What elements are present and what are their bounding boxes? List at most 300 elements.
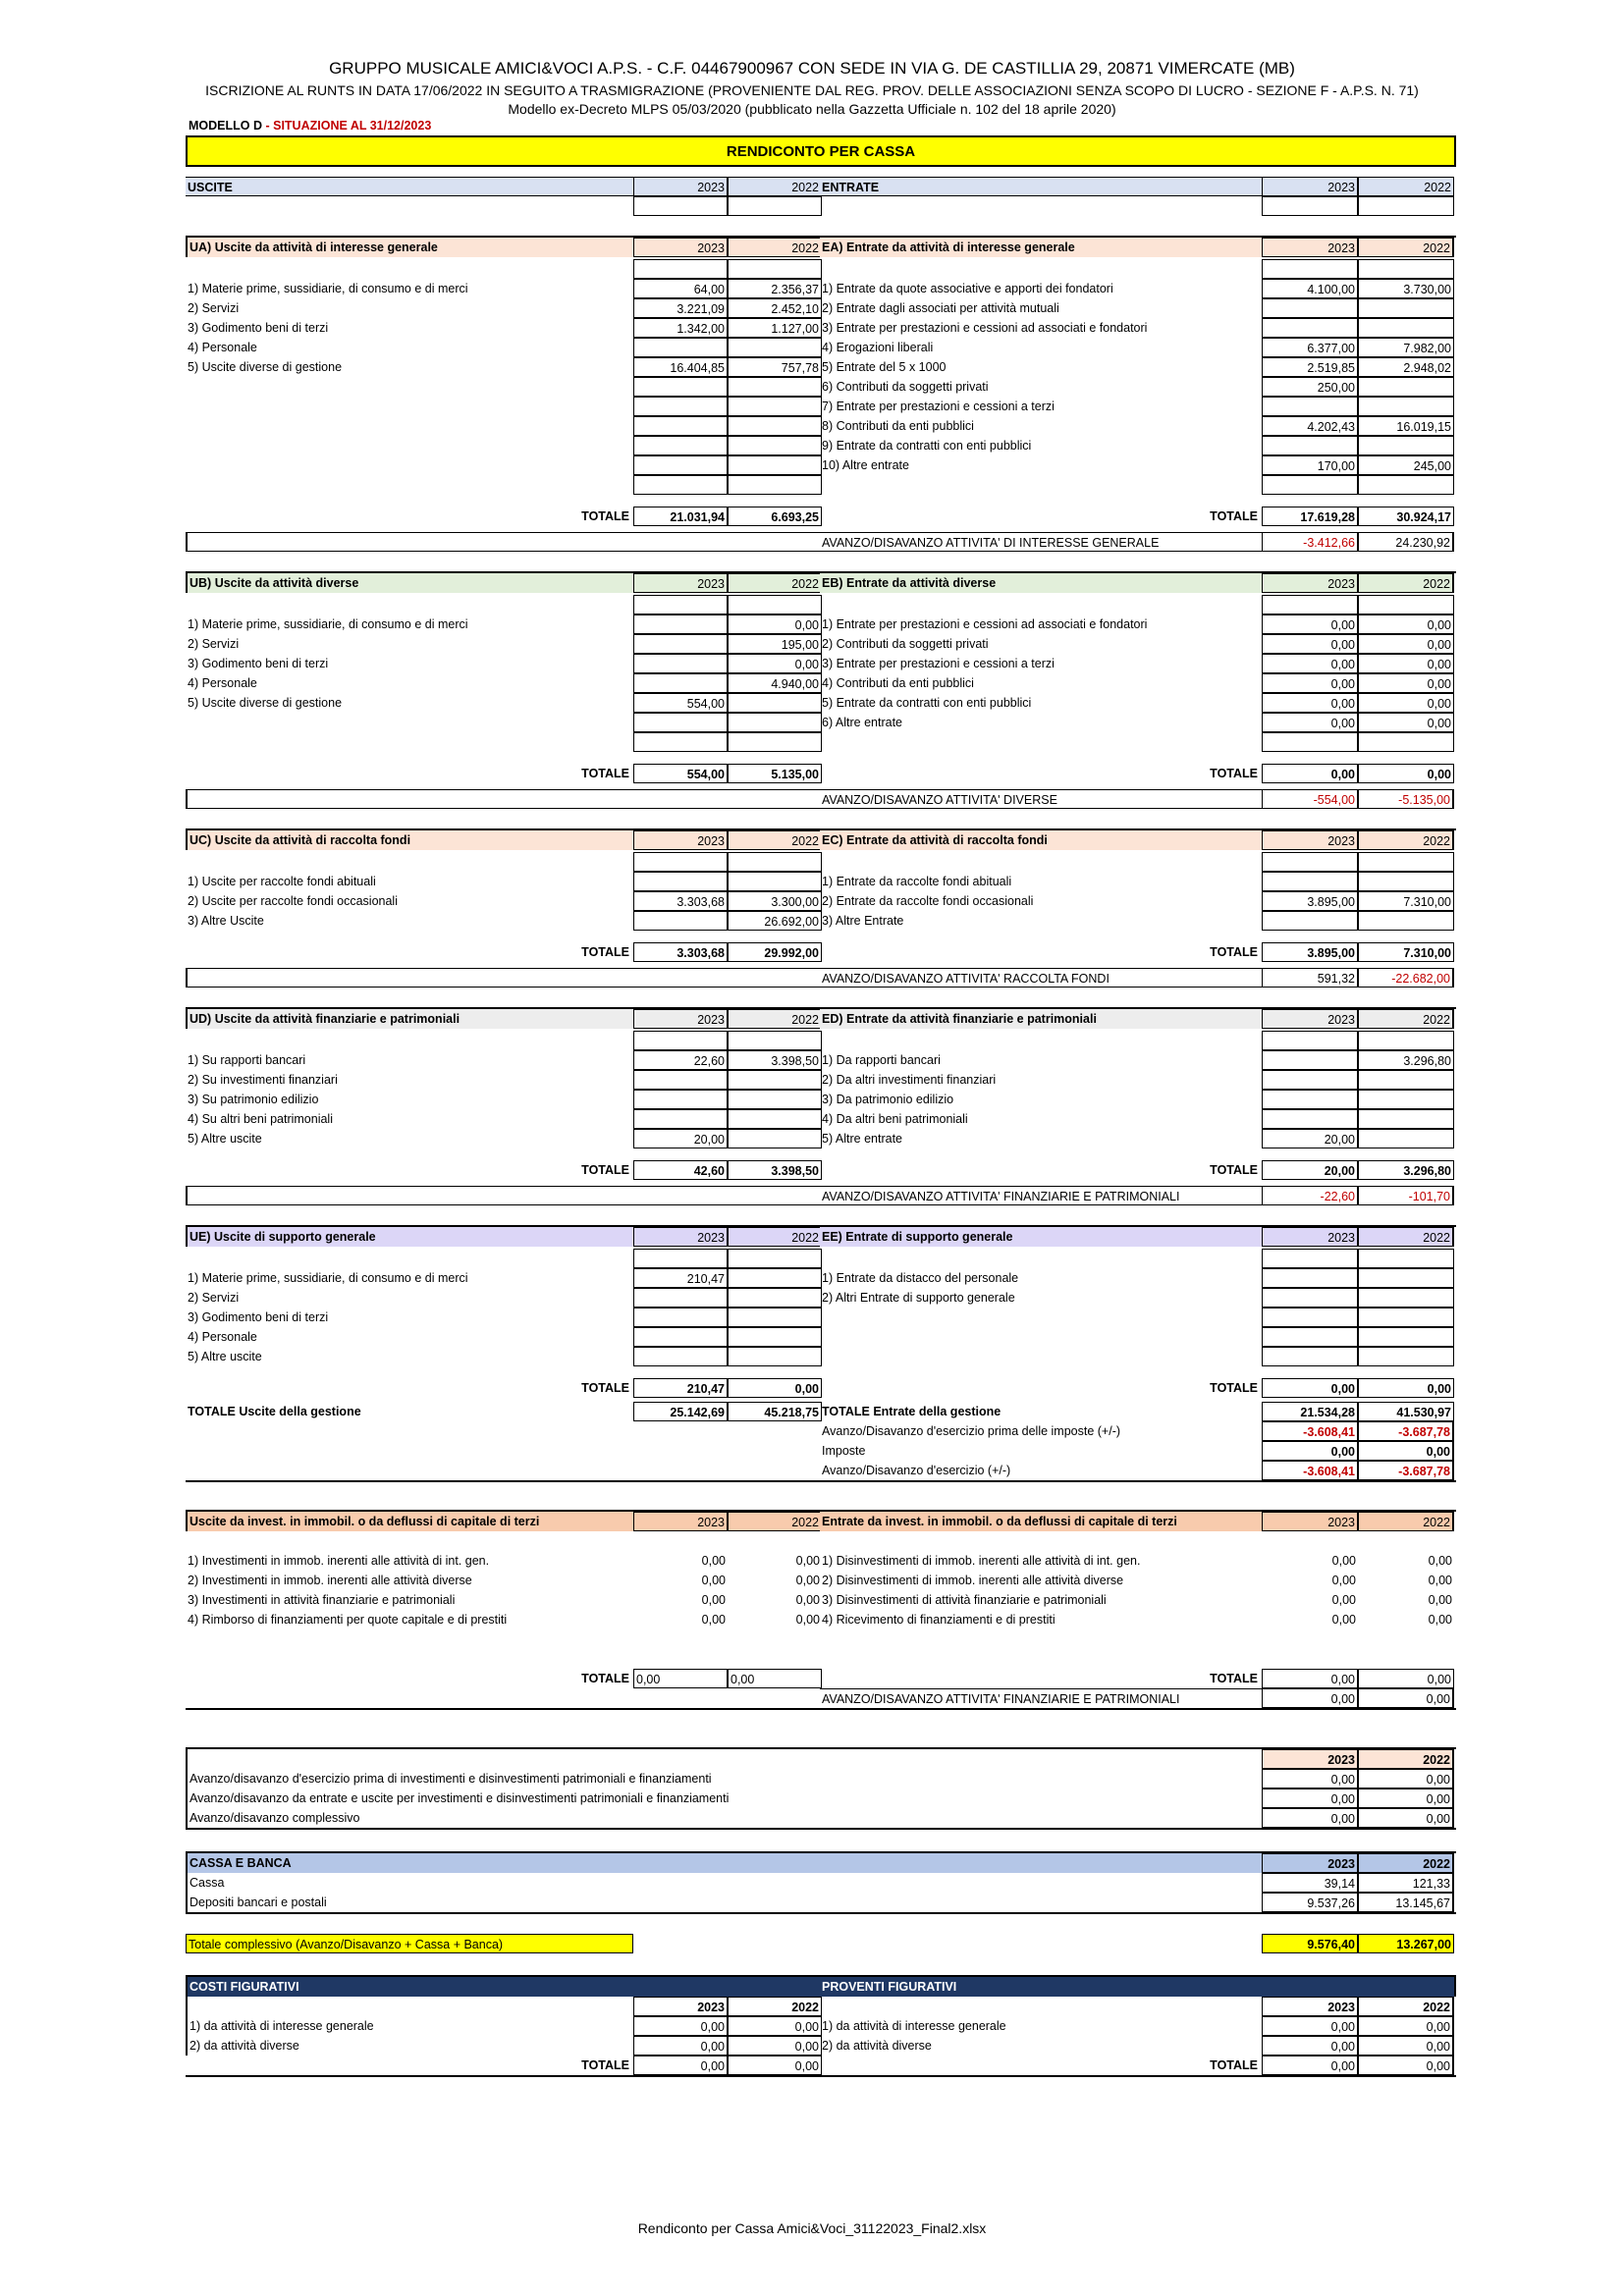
value-box <box>1358 852 1454 872</box>
out-value-2023 <box>633 654 728 673</box>
year-header: 2023 <box>633 830 728 850</box>
balance-2023: -22,60 <box>1262 1186 1358 1205</box>
out-value-2023: 22,60 <box>633 1050 728 1070</box>
in-value-2022: 245,00 <box>1358 455 1454 475</box>
in-value-2022: 2.948,02 <box>1358 357 1454 377</box>
total-label: TOTALE <box>1210 509 1258 523</box>
out-total-2022: 0,00 <box>728 1669 822 1688</box>
in-item-label: 3) Da patrimonio edilizio <box>822 1093 954 1106</box>
in-item-label: 10) Altre entrate <box>822 458 909 472</box>
out-item-label <box>186 436 633 455</box>
out-item-label: 3) Altre Uscite <box>188 914 264 928</box>
year-header: 2022 <box>1358 177 1454 196</box>
in-value-2023 <box>1262 1090 1358 1109</box>
year-header: 2022 <box>1358 1853 1454 1873</box>
balance-label: AVANZO/DISAVANZO ATTIVITA' FINANZIARIE E PATRIMONIALI <box>820 1688 1262 1708</box>
out-value-2022 <box>728 338 822 357</box>
out-value-2023 <box>633 614 728 634</box>
in-item-label: 2) Entrate dagli associati per attività mutuali <box>822 301 1059 315</box>
in-value-2023 <box>1262 475 1358 495</box>
out-value-2022: 0,00 <box>795 1593 820 1607</box>
section-in-header: EA) Entrate da attività di interesse generale <box>820 238 1262 257</box>
in-item-label: 1) Entrate per prestazioni e cessioni ad associati e fondatori <box>822 617 1148 631</box>
in-item-label: 3) Entrate per prestazioni e cessioni ad associati e fondatori <box>822 321 1148 335</box>
year-header: 2023 <box>633 1009 728 1029</box>
out-value-2023: 20,00 <box>633 1129 728 1148</box>
out-value-2022 <box>728 1327 822 1347</box>
out-value-2023 <box>633 713 728 732</box>
cassa-banca-header: CASSA E BANCA <box>186 1853 1262 1873</box>
out-value-2023 <box>633 911 728 931</box>
total-label: TOTALE <box>1210 2058 1258 2072</box>
out-value-2023: 3.303,68 <box>633 891 728 911</box>
year-header: 2023 <box>1262 830 1358 850</box>
gestione-line-label: Imposte <box>822 1444 866 1458</box>
in-value-2023: 0,00 <box>1262 654 1358 673</box>
out-total-2023: 554,00 <box>633 764 728 783</box>
total-label: TOTALE <box>1210 767 1258 780</box>
out-item-label <box>186 713 633 732</box>
out-value-2023: 554,00 <box>633 693 728 713</box>
total-label: TOTALE <box>1210 1672 1258 1685</box>
out-value-2022 <box>728 1090 822 1109</box>
costi-2022: 0,00 <box>728 2036 822 2056</box>
in-value-2022 <box>1358 1268 1454 1288</box>
model-name: MODELLO D <box>189 119 262 133</box>
in-value-2022: 0,00 <box>1358 713 1454 732</box>
blank <box>186 532 633 552</box>
out-value-2022 <box>728 475 822 495</box>
cassa-2023: 39,14 <box>1262 1873 1358 1893</box>
in-value-2023 <box>1262 1050 1358 1070</box>
in-value-2023: 170,00 <box>1262 455 1358 475</box>
out-value-2023 <box>633 1327 728 1347</box>
out-value-2022: 0,00 <box>728 614 822 634</box>
in-value-2022: 0,00 <box>1358 634 1454 654</box>
in-value-2023 <box>1262 732 1358 752</box>
value-box <box>633 196 728 216</box>
out-item-label: 1) Materie prime, sussidiarie, di consumo e di merci <box>188 1271 468 1285</box>
year-header: 2022 <box>728 573 822 593</box>
total-label: TOTALE <box>581 767 629 780</box>
in-value-2023 <box>1262 1308 1358 1327</box>
gestione-line-label: Avanzo/Disavanzo d'esercizio (+/-) <box>822 1464 1011 1477</box>
year-header: 2022 <box>1358 573 1454 593</box>
out-value-2022 <box>728 436 822 455</box>
in-value-2022: 0,00 <box>1428 1574 1452 1587</box>
out-item-label: 4) Personale <box>188 1330 257 1344</box>
out-value-2023 <box>633 872 728 891</box>
blank <box>186 1749 1262 1769</box>
out-value-2022 <box>728 1308 822 1327</box>
out-total-2022: 5.135,00 <box>728 764 822 783</box>
year-header: 2022 <box>1358 1749 1454 1769</box>
in-item-label: 9) Entrate da contratti con enti pubblici <box>822 439 1032 453</box>
gestione-line-2023: -3.608,41 <box>1262 1421 1358 1441</box>
out-item-label: 4) Personale <box>188 676 257 690</box>
in-total-2022: 7.310,00 <box>1358 942 1454 962</box>
out-value-2022: 3.398,50 <box>728 1050 822 1070</box>
costi-2023: 0,00 <box>633 2036 728 2056</box>
gestione-line-2023: -3.608,41 <box>1262 1461 1358 1480</box>
out-value-2022: 195,00 <box>728 634 822 654</box>
total-uscite-gestione-label: TOTALE Uscite della gestione <box>188 1405 361 1418</box>
section-in-header: EB) Entrate da attività diverse <box>820 573 1262 593</box>
out-item-label: 1) Investimenti in immob. inerenti alle attività di int. gen. <box>188 1554 490 1568</box>
balance-2023: -554,00 <box>1262 789 1358 809</box>
out-value-2022 <box>728 1070 822 1090</box>
section-in-header: ED) Entrate da attività finanziarie e patrimoniali <box>820 1009 1262 1029</box>
balance-2022: -5.135,00 <box>1358 789 1454 809</box>
out-value-2023 <box>633 1288 728 1308</box>
cassa-2022: 13.145,67 <box>1358 1893 1454 1912</box>
in-value-2022 <box>1358 1070 1454 1090</box>
in-total-2023: 0,00 <box>1262 1669 1358 1688</box>
total-label: TOTALE <box>581 509 629 523</box>
in-item-label <box>820 732 1262 752</box>
out-item-label <box>186 455 633 475</box>
in-value-2022: 16.019,15 <box>1358 416 1454 436</box>
in-value-2022: 0,00 <box>1358 614 1454 634</box>
runts-registration: ISCRIZIONE AL RUNTS IN DATA 17/06/2022 IN SEGUITO A TRASMIGRAZIONE (PROVENIENTE DAL REG. PROV. DELLE ASSOCIAZIONI SENZA SCOPO DI LUCRO - SEZIONE F - A.P.S. N. 71) <box>205 82 1419 98</box>
value-box <box>1358 1249 1454 1268</box>
out-value-2022 <box>728 1347 822 1366</box>
year-header: 2022 <box>728 177 822 196</box>
out-value-2023 <box>633 397 728 416</box>
grand-total-label: Totale complessivo (Avanzo/Disavanzo + Cassa + Banca) <box>186 1934 633 1953</box>
in-value-2023 <box>1262 298 1358 318</box>
in-value-2022 <box>1358 911 1454 931</box>
in-value-2022 <box>1358 1288 1454 1308</box>
year-header: 2023 <box>1262 1227 1358 1247</box>
year-header: 2023 <box>1262 1009 1358 1029</box>
value-box <box>633 1031 728 1050</box>
out-value-2023 <box>633 1090 728 1109</box>
out-value-2023 <box>633 436 728 455</box>
out-total-2023: 210,47 <box>633 1378 728 1398</box>
in-item-label <box>820 1327 1262 1347</box>
in-value-2023: 0,00 <box>1262 634 1358 654</box>
cassa-label: Depositi bancari e postali <box>186 1893 1262 1912</box>
in-total-2023: 17.619,28 <box>1262 507 1358 526</box>
out-value-2023 <box>633 1070 728 1090</box>
out-total-2022: 3.398,50 <box>728 1160 822 1180</box>
year-header: 2022 <box>1358 1997 1454 2016</box>
proventi-2023: 0,00 <box>1262 2016 1358 2036</box>
in-item-label: 5) Entrate da contratti con enti pubblici <box>822 696 1032 710</box>
out-value-2022: 0,00 <box>728 654 822 673</box>
cassa-label: Cassa <box>186 1873 1262 1893</box>
in-value-2023 <box>1262 1327 1358 1347</box>
proventi-total-2022: 0,00 <box>1358 2056 1454 2075</box>
total-label: TOTALE <box>581 1163 629 1177</box>
gestione-line-label: Avanzo/Disavanzo d'esercizio prima delle imposte (+/-) <box>822 1424 1121 1438</box>
in-item-label: 2) Altri Entrate di supporto generale <box>822 1291 1015 1305</box>
out-value-2022 <box>728 713 822 732</box>
in-item-label <box>820 1308 1262 1327</box>
in-item-label: 3) Entrate per prestazioni e cessioni a terzi <box>822 657 1055 670</box>
out-value-2023 <box>633 1347 728 1366</box>
year-header: 2022 <box>728 830 822 850</box>
in-value-2022: 7.310,00 <box>1358 891 1454 911</box>
summary-2022: 0,00 <box>1358 1789 1454 1808</box>
section-out-header: UC) Uscite da attività di raccolta fondi <box>186 830 633 850</box>
out-item-label: 1) Uscite per raccolte fondi abituali <box>188 875 376 888</box>
blank <box>633 968 820 988</box>
in-value-2023: 0,00 <box>1331 1554 1356 1568</box>
proventi-2022: 0,00 <box>1358 2036 1454 2056</box>
costi-label: 2) da attività diverse <box>186 2036 633 2056</box>
gestione-line-2023: 0,00 <box>1262 1441 1358 1461</box>
year-header: 2023 <box>633 1227 728 1247</box>
blank <box>633 789 820 809</box>
out-item-label: 3) Godimento beni di terzi <box>188 321 329 335</box>
report-title: RENDICONTO PER CASSA <box>186 135 1456 167</box>
in-value-2022 <box>1358 397 1454 416</box>
out-value-2023: 3.221,09 <box>633 298 728 318</box>
summary-label: Avanzo/disavanzo d'esercizio prima di investimenti e disinvestimenti patrimoniali e finanziamenti <box>186 1769 1262 1789</box>
in-value-2022: 7.982,00 <box>1358 338 1454 357</box>
situation-date: - SITUAZIONE AL 31/12/2023 <box>262 119 432 133</box>
out-value-2022 <box>728 693 822 713</box>
gestione-line-2022: -3.687,78 <box>1358 1461 1454 1480</box>
total-label: TOTALE <box>581 1381 629 1395</box>
value-box <box>728 1031 822 1050</box>
value-box <box>1358 259 1454 279</box>
out-value-2022: 4.940,00 <box>728 673 822 693</box>
total-label: TOTALE <box>581 1672 629 1685</box>
entrate-header: ENTRATE <box>820 177 1262 196</box>
in-item-label: 1) Entrate da raccolte fondi abituali <box>822 875 1012 888</box>
year-header: 2022 <box>728 1997 822 2016</box>
in-value-2023: 0,00 <box>1262 673 1358 693</box>
out-item-label: 5) Uscite diverse di gestione <box>188 360 343 374</box>
in-item-label: 1) Da rapporti bancari <box>822 1053 941 1067</box>
in-total-2022: 30.924,17 <box>1358 507 1454 526</box>
out-total-2023: 3.303,68 <box>633 942 728 962</box>
section-out-header: UA) Uscite da attività di interesse generale <box>186 238 633 257</box>
in-item-label: 2) Da altri investimenti finanziari <box>822 1073 997 1087</box>
proventi-label: 1) da attività di interesse generale <box>822 2019 1006 2033</box>
in-value-2023: 0,00 <box>1331 1593 1356 1607</box>
grand-total-2023: 9.576,40 <box>1262 1934 1358 1953</box>
gestione-line-2022: -3.687,78 <box>1358 1421 1454 1441</box>
section-in-header: EC) Entrate da attività di raccolta fondi <box>820 830 1262 850</box>
in-item-label: 1) Entrate da distacco del personale <box>822 1271 1019 1285</box>
out-value-2022: 26.692,00 <box>728 911 822 931</box>
blank <box>186 1997 633 2016</box>
year-header: 2022 <box>728 238 822 257</box>
value-box <box>1262 852 1358 872</box>
in-value-2023: 20,00 <box>1262 1129 1358 1148</box>
total-label: TOTALE <box>1210 945 1258 959</box>
balance-2022: -22.682,00 <box>1358 968 1454 988</box>
out-item-label <box>186 377 633 397</box>
in-value-2022: 0,00 <box>1428 1593 1452 1607</box>
year-header: 2023 <box>1262 177 1358 196</box>
total-uscite-gestione-2022: 45.218,75 <box>728 1402 822 1421</box>
out-item-label: 2) Uscite per raccolte fondi occasionali <box>188 894 398 908</box>
blank <box>186 968 633 988</box>
in-item-label: 6) Contributi da soggetti privati <box>822 380 989 394</box>
balance-label: AVANZO/DISAVANZO ATTIVITA' DIVERSE <box>820 789 1262 809</box>
value-box <box>633 1249 728 1268</box>
gestione-line-2022: 0,00 <box>1358 1441 1454 1461</box>
out-value-2022 <box>728 397 822 416</box>
year-header: 2023 <box>633 573 728 593</box>
out-value-2022: 757,78 <box>728 357 822 377</box>
in-item-label: 5) Altre entrate <box>822 1132 902 1146</box>
out-item-label: 5) Uscite diverse di gestione <box>188 696 343 710</box>
cash-report-sheet <box>186 135 1456 2077</box>
cassa-2022: 121,33 <box>1358 1873 1454 1893</box>
in-value-2022: 3.296,80 <box>1358 1050 1454 1070</box>
cassa-2023: 9.537,26 <box>1262 1893 1358 1912</box>
in-total-2022: 3.296,80 <box>1358 1160 1454 1180</box>
in-value-2022 <box>1358 872 1454 891</box>
year-header: 2023 <box>1262 1512 1358 1531</box>
balance-2023: -3.412,66 <box>1262 532 1358 552</box>
out-item-label: 1) Materie prime, sussidiarie, di consumo e di merci <box>188 617 468 631</box>
total-label: TOTALE <box>1210 1381 1258 1395</box>
out-item-label <box>186 475 633 495</box>
balance-2023: 0,00 <box>1262 1688 1358 1708</box>
model-label <box>189 119 431 133</box>
in-item-label: 2) Contributi da soggetti privati <box>822 637 989 651</box>
value-box <box>1358 196 1454 216</box>
in-item-label: 1) Entrate da quote associative e apporti dei fondatori <box>822 282 1113 295</box>
in-value-2023: 0,00 <box>1262 713 1358 732</box>
in-value-2022 <box>1358 475 1454 495</box>
year-header: 2023 <box>1262 1853 1358 1873</box>
in-value-2023 <box>1262 318 1358 338</box>
value-box <box>1262 196 1358 216</box>
in-value-2022 <box>1358 318 1454 338</box>
out-item-label <box>186 397 633 416</box>
out-value-2022: 0,00 <box>795 1554 820 1568</box>
in-item-label: 6) Altre entrate <box>822 716 902 729</box>
section-out-header: UE) Uscite di supporto generale <box>186 1227 633 1247</box>
costi-2022: 0,00 <box>728 2016 822 2036</box>
in-value-2023: 4.202,43 <box>1262 416 1358 436</box>
out-item-label: 3) Godimento beni di terzi <box>188 1310 329 1324</box>
out-value-2022 <box>728 1109 822 1129</box>
out-total-2022: 6.693,25 <box>728 507 822 526</box>
section-out-header: UD) Uscite da attività finanziarie e patrimoniali <box>186 1009 633 1029</box>
value-box <box>633 852 728 872</box>
summary-2023: 0,00 <box>1262 1808 1358 1828</box>
uscite-header: USCITE <box>186 177 633 196</box>
blank <box>186 789 633 809</box>
in-value-2023 <box>1262 1347 1358 1366</box>
summary-label: Avanzo/disavanzo da entrate e uscite per investimenti e disinvestimenti patrimoniali e finanziamenti <box>186 1789 1262 1808</box>
in-total-2022: 0,00 <box>1358 1378 1454 1398</box>
proventi-total-2023: 0,00 <box>1262 2056 1358 2075</box>
in-value-2022 <box>1358 1327 1454 1347</box>
value-box <box>1262 595 1358 614</box>
value-box <box>1262 1249 1358 1268</box>
costi-label: 1) da attività di interesse generale <box>186 2016 633 2036</box>
in-value-2022: 3.730,00 <box>1358 279 1454 298</box>
in-value-2022 <box>1358 1109 1454 1129</box>
balance-label: AVANZO/DISAVANZO ATTIVITA' DI INTERESSE GENERALE <box>820 532 1262 552</box>
out-item-label: 1) Materie prime, sussidiarie, di consumo e di merci <box>188 282 468 295</box>
decree-reference: Modello ex-Decreto MLPS 05/03/2020 (pubblicato nella Gazzetta Ufficiale n. 102 del 18 aprile 2020) <box>508 101 1116 117</box>
year-header: 2023 <box>633 177 728 196</box>
in-total-2023: 0,00 <box>1262 764 1358 783</box>
costi-total-2023: 0,00 <box>633 2056 728 2075</box>
in-value-2022: 0,00 <box>1428 1613 1452 1627</box>
total-label: TOTALE <box>581 2058 629 2072</box>
out-value-2022 <box>728 377 822 397</box>
out-item-label: 3) Godimento beni di terzi <box>188 657 329 670</box>
file-name-footer: Rendiconto per Cassa Amici&Voci_31122023_Final2.xlsx <box>637 2220 987 2236</box>
total-entrate-gestione-2023: 21.534,28 <box>1262 1402 1358 1421</box>
year-header: 2022 <box>1358 1512 1454 1531</box>
year-header: 2022 <box>728 1227 822 1247</box>
in-value-2023: 3.895,00 <box>1262 891 1358 911</box>
out-value-2023: 210,47 <box>633 1268 728 1288</box>
year-header: 2022 <box>1358 1009 1454 1029</box>
value-box <box>633 595 728 614</box>
out-value-2023 <box>633 416 728 436</box>
balance-2023: 591,32 <box>1262 968 1358 988</box>
value-box <box>728 595 822 614</box>
out-value-2022: 0,00 <box>795 1613 820 1627</box>
year-header: 2023 <box>1262 1749 1358 1769</box>
balance-label: AVANZO/DISAVANZO ATTIVITA' FINANZIARIE E PATRIMONIALI <box>820 1186 1262 1205</box>
blank <box>633 532 820 552</box>
value-box <box>1262 1031 1358 1050</box>
in-item-label: 8) Contributi da enti pubblici <box>822 419 974 433</box>
out-value-2022: 2.356,37 <box>728 279 822 298</box>
costi-2023: 0,00 <box>633 2016 728 2036</box>
value-box <box>728 852 822 872</box>
in-value-2023 <box>1262 911 1358 931</box>
total-entrate-gestione-label: TOTALE Entrate della gestione <box>822 1405 1001 1418</box>
invest-out-header: Uscite da invest. in immobil. o da deflussi di capitale di terzi <box>186 1512 633 1531</box>
in-total-2022: 0,00 <box>1358 764 1454 783</box>
in-value-2023 <box>1262 1070 1358 1090</box>
in-value-2022 <box>1358 298 1454 318</box>
in-total-2023: 3.895,00 <box>1262 942 1358 962</box>
out-total-2022: 0,00 <box>728 1378 822 1398</box>
in-value-2023 <box>1262 436 1358 455</box>
year-header: 2022 <box>728 1009 822 1029</box>
out-total-2023: 0,00 <box>633 1669 728 1688</box>
out-value-2023 <box>633 455 728 475</box>
out-value-2023 <box>633 634 728 654</box>
value-box <box>1262 259 1358 279</box>
in-value-2022 <box>1358 436 1454 455</box>
out-value-2023 <box>633 1308 728 1327</box>
out-value-2023: 0,00 <box>701 1613 726 1627</box>
in-value-2022 <box>1358 1308 1454 1327</box>
out-value-2022: 1.127,00 <box>728 318 822 338</box>
in-item-label: 4) Contributi da enti pubblici <box>822 676 974 690</box>
in-item-label: 3) Disinvestimenti di attività finanziarie e patrimoniali <box>822 1593 1107 1607</box>
year-header: 2022 <box>1358 238 1454 257</box>
out-value-2023 <box>633 673 728 693</box>
in-item-label: 2) Entrate da raccolte fondi occasionali <box>822 894 1034 908</box>
total-label: TOTALE <box>581 945 629 959</box>
summary-2022: 0,00 <box>1358 1808 1454 1828</box>
in-item-label: 4) Da altri beni patrimoniali <box>822 1112 968 1126</box>
summary-2023: 0,00 <box>1262 1769 1358 1789</box>
in-value-2023 <box>1262 397 1358 416</box>
out-value-2023: 0,00 <box>701 1593 726 1607</box>
in-item-label: 1) Disinvestimenti di immob. inerenti alle attività di int. gen. <box>822 1554 1141 1568</box>
